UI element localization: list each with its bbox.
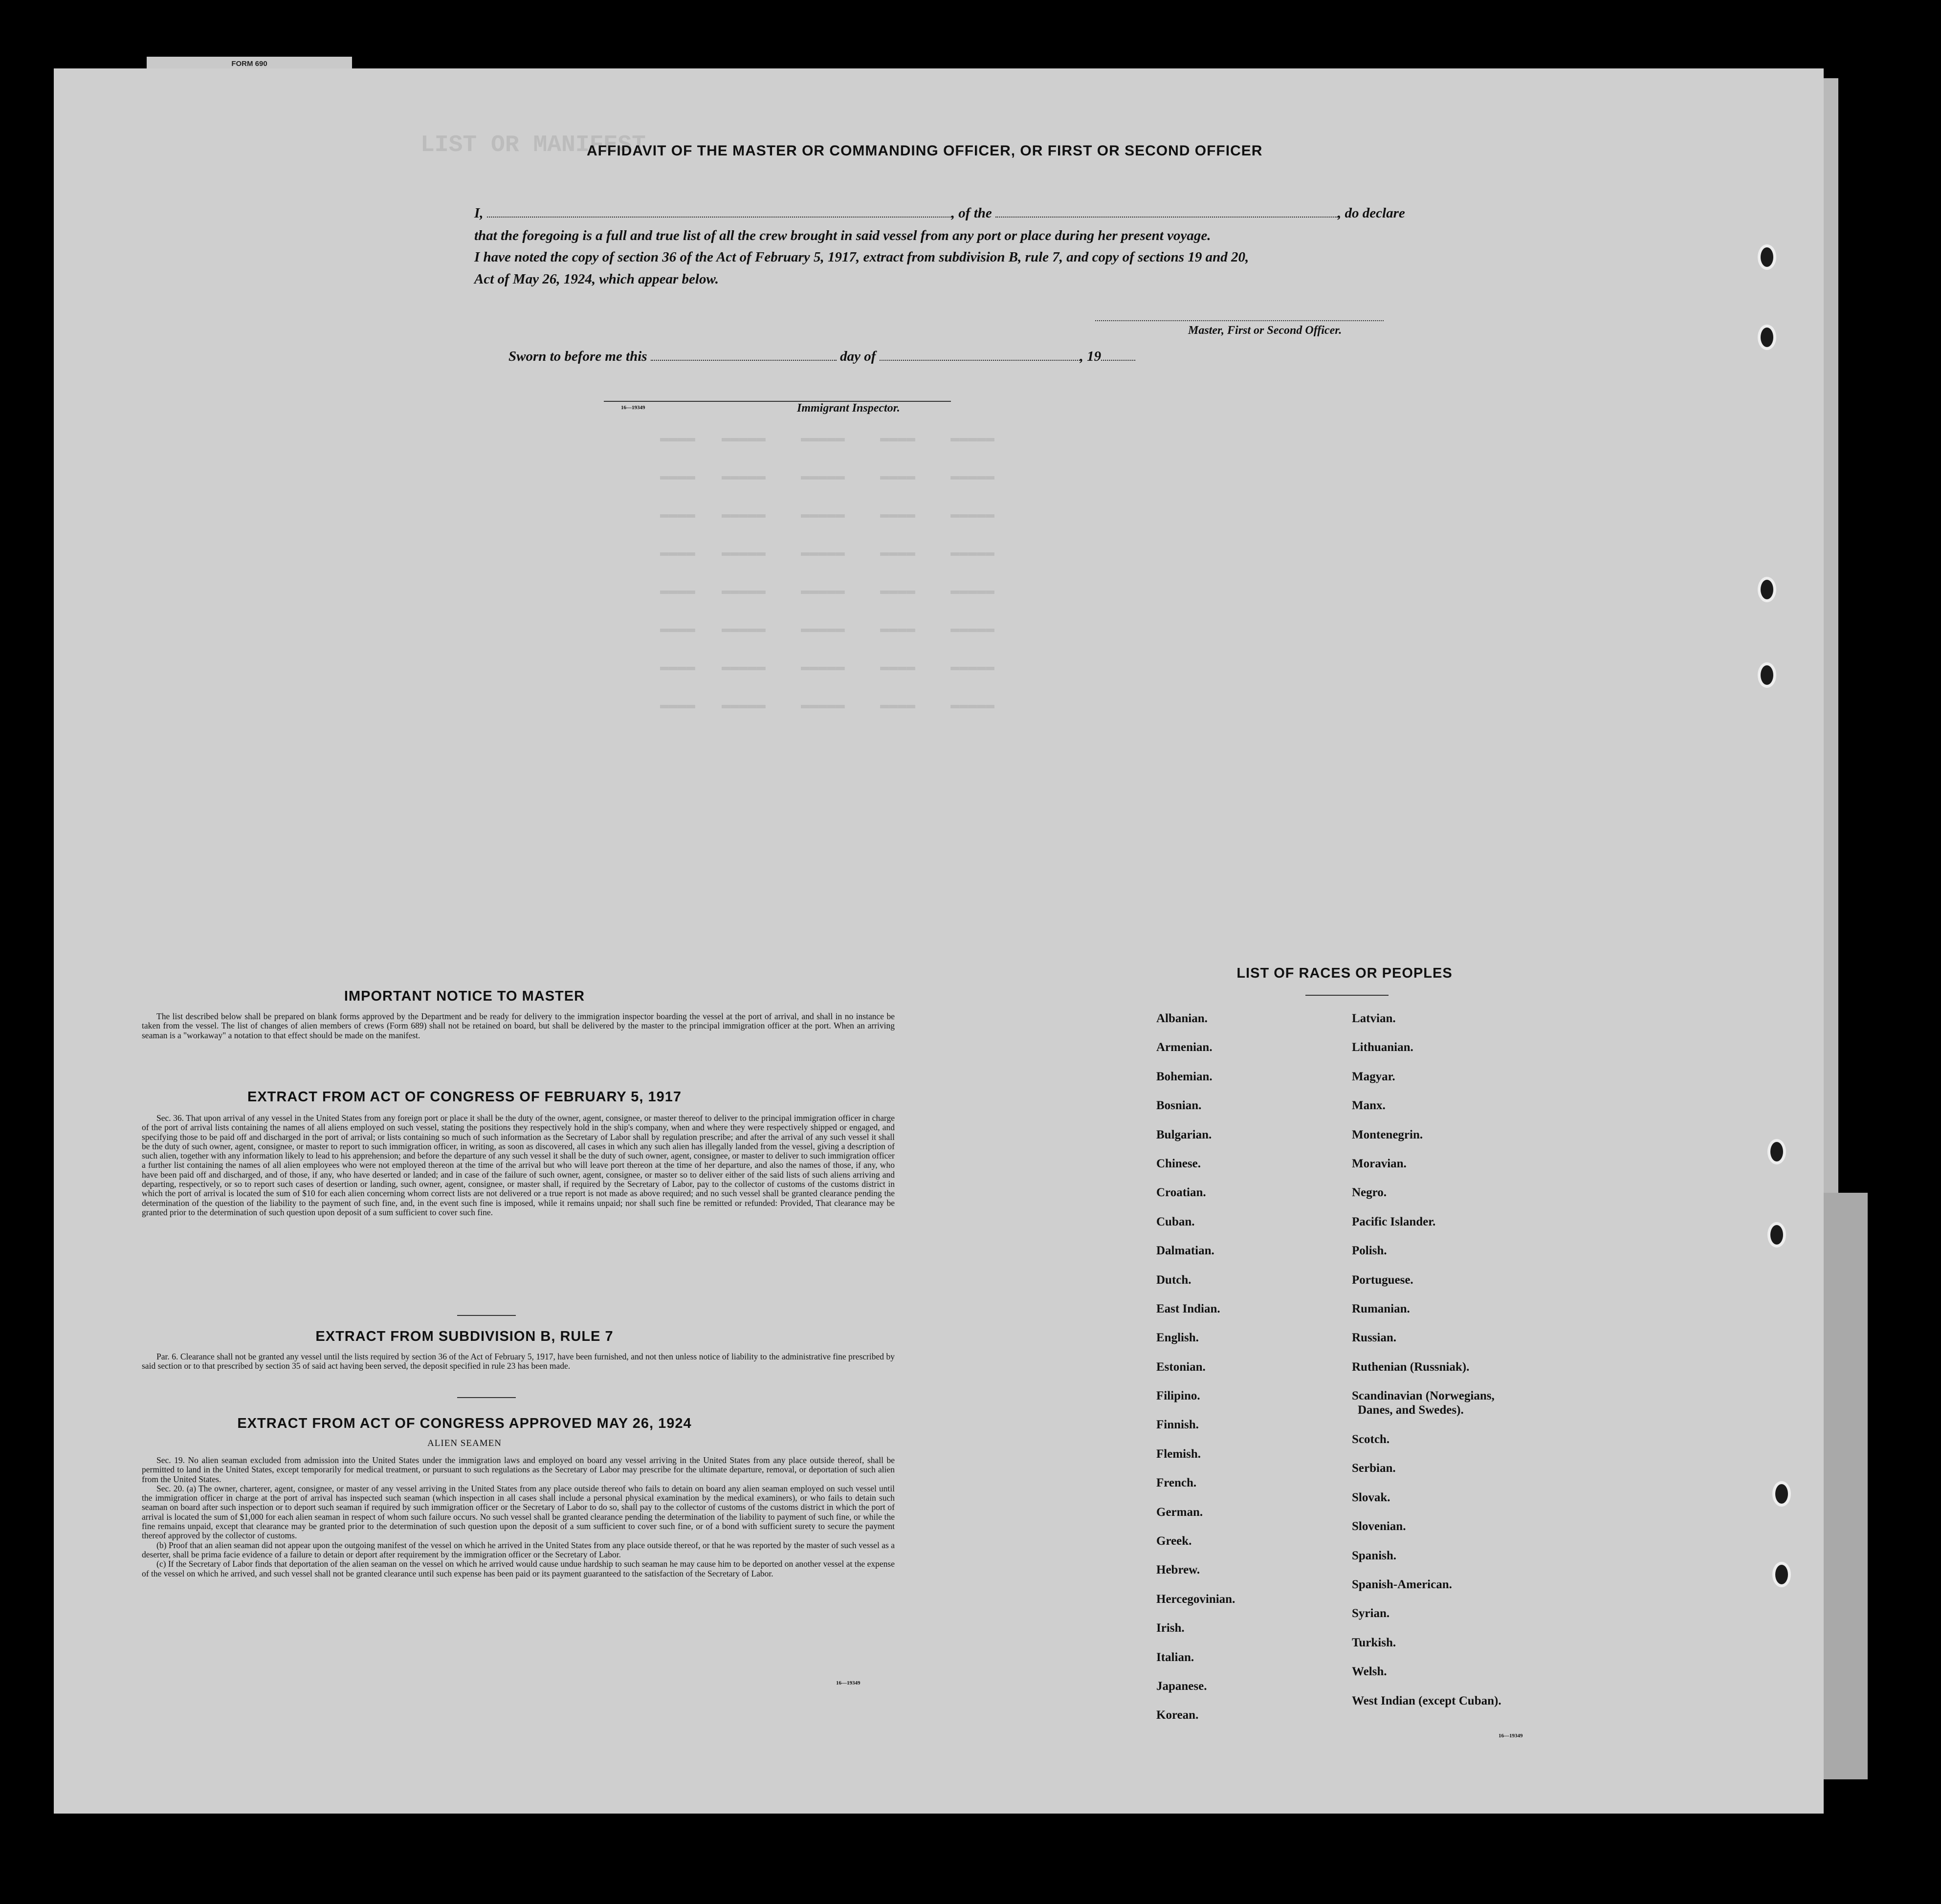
race-item: Turkish. xyxy=(1352,1636,1396,1649)
par6-paragraph: Par. 6. Clearance shall not be granted any vessel until the lists required by section 36 of the Act of February 5, 1917, have been furnished, and not then unless notice of liability to the administrative fine prescribed by said section or to that prescribed by section 35 of said act having been served, the deposit specified in rule 23 has been made. xyxy=(142,1352,895,1371)
race-item: Cuban. xyxy=(1156,1215,1195,1228)
race-item: Spanish. xyxy=(1352,1549,1397,1562)
punch-hole-icon xyxy=(1758,577,1776,602)
affidavit-line3: I have noted the copy of section 36 of the Act of February 5, 1917, extract from subdivision B, rule 7, and copy of sections 19 and 20, xyxy=(474,249,1249,265)
race-item: Latvian. xyxy=(1352,1012,1396,1025)
race-item: Scandinavian (Norwegians, xyxy=(1352,1389,1495,1403)
extract-1917-text xyxy=(142,1114,895,1217)
notice-paragraph: The list described below shall be prepared on blank forms approved by the Department and be ready for delivery to the immigration inspector boarding the vessel at the port of arrival, and shall in no instance be taken from the vessel. The list of changes of alien members of crews (Form 689) shall not be retained on board, but shall be delivered by the master to the principal immigration officer at the port. When an arriving seaman is a "workaway" a notation to that effect should be made on the manifest. xyxy=(142,1011,895,1040)
section-divider xyxy=(457,1315,516,1316)
affidavit-line4: Act of May 26, 1924, which appear below. xyxy=(474,271,719,287)
notice-text xyxy=(142,1012,895,1040)
race-item: Dutch. xyxy=(1156,1273,1191,1287)
race-item: Armenian. xyxy=(1156,1041,1213,1054)
race-item: Greek. xyxy=(1156,1534,1192,1548)
sworn-day-blank[interactable] xyxy=(651,351,837,361)
race-item: Syrian. xyxy=(1352,1607,1390,1620)
master-signature-label: Master, First or Second Officer. xyxy=(1188,324,1342,337)
race-item: Japanese. xyxy=(1156,1679,1207,1693)
race-item: West Indian (except Cuban). xyxy=(1352,1694,1501,1707)
race-item: Negro. xyxy=(1352,1186,1387,1200)
affidavit-line1 xyxy=(474,205,1405,221)
bleed-through-rows: ▬▬▬▬ ▬▬▬▬▬ ▬▬▬▬▬ ▬▬▬▬ ▬▬▬▬▬ ▬▬▬▬ ▬▬▬▬▬ ▬▬▬▬▬ ▬▬▬▬ ▬▬▬▬▬ ▬▬▬▬ ▬▬▬▬▬ ▬▬▬▬▬ ▬▬▬▬ ▬▬▬▬▬ ▬▬▬▬ ▬▬▬▬▬ ▬▬▬▬▬ ▬▬▬▬ ▬▬▬▬▬ ▬▬▬▬ ▬▬▬▬▬ ▬▬▬▬▬ ▬▬▬▬ ▬▬▬▬▬ ▬▬▬▬ ▬▬▬▬▬ ▬▬▬▬▬ ▬▬▬▬ ▬▬▬▬▬ ▬▬▬▬ ▬▬▬▬▬ ▬▬▬▬▬ ▬▬▬▬ ▬▬▬▬▬ ▬▬▬▬ ▬▬▬▬▬ ▬▬▬▬▬ ▬▬▬▬ ▬▬▬▬▬ xyxy=(660,430,995,714)
punch-hole-icon xyxy=(1772,1481,1791,1507)
race-item: German. xyxy=(1156,1505,1203,1519)
sworn-label: Sworn to before me this xyxy=(508,349,647,364)
races-column-1 xyxy=(1156,1012,1235,1738)
of-the-label: , of the xyxy=(951,205,992,221)
sec36-paragraph: Sec. 36. That upon arrival of any vessel in the United States from any foreign port or place it shall be the duty of the owner, agent, consignee, or master thereof to deliver to the principal immigration officer in charge of the port of arrival lists containing the names of all aliens employed on such vessel, stating the positions they respectively hold in the ship's company, when and where they were respectively shipped or engaged, and specifying those to be paid off and discharged in the port of arrival; or lists containing so much of such information as the Secretary of Labor shall by regulation prescribe; and after the arrival of any such vessel it shall be the duty of such owner, agent, consignee, or master to report to such immigration officer, in writing, as soon as discovered, all cases in which any such alien has illegally landed from the vessel, giving a description of such alien, together with any information likely to lead to his apprehension; and before the departure of any such vessel it shall be the duty of such owner, agent, consignee, or master to deliver to such immigration officer a further list containing the names of all alien employees who were not employed thereon at the time of the arrival but who will leave port thereon at the time of her departure, and also the names of those, if any, who have been paid off and discharged, and of those, if any, who have deserted or landed; and in case of the failure of such owner, agent, consignee, or master so to deliver either of the said lists of such aliens arriving and departing, respectively, or so to report such cases of desertion or landing, such owner, agent, consignee, or master shall, if required by the Secretary of Labor, pay to the collector of customs of the customs district in which the port of arrival is located the sum of $10 for each alien concerning whom correct lists are not delivered or a true report is not made as above required; and no such vessel shall be granted clearance pending the determination of the question of the liability to the payment of such fine, and, in the event such fine is imposed, while it remains unpaid; nor shall such fine be remitted or refunded: Provided, That clearance may be granted prior to the determination of such question upon deposit of a sum sufficient to cover such fine. xyxy=(142,1113,895,1217)
race-item: Montenegrin. xyxy=(1352,1128,1423,1141)
race-item: Magyar. xyxy=(1352,1070,1395,1083)
punch-hole-icon xyxy=(1758,662,1776,688)
extract-1924-heading: EXTRACT FROM ACT OF CONGRESS APPROVED MAY 26, 1924 xyxy=(237,1416,692,1431)
vessel-blank[interactable] xyxy=(995,208,1338,218)
race-item: Flemish. xyxy=(1156,1447,1201,1461)
race-item: Filipino. xyxy=(1156,1389,1200,1403)
race-item: Korean. xyxy=(1156,1708,1199,1722)
races-column-2 xyxy=(1352,1012,1501,1723)
race-item: Moravian. xyxy=(1352,1157,1407,1170)
punch-hole-icon xyxy=(1758,325,1776,350)
race-item: Serbian. xyxy=(1352,1462,1396,1475)
notice-heading: IMPORTANT NOTICE TO MASTER xyxy=(344,988,585,1004)
race-item: Portuguese. xyxy=(1352,1273,1413,1287)
punch-hole-icon xyxy=(1772,1562,1791,1587)
race-item: Croatian. xyxy=(1156,1186,1206,1200)
races-form-code: 16—19349 xyxy=(1499,1733,1523,1739)
race-item: Estonian. xyxy=(1156,1360,1206,1374)
races-heading-rule xyxy=(1305,995,1389,996)
race-item: Hercegovinian. xyxy=(1156,1592,1235,1606)
i-label: I, xyxy=(474,205,484,221)
name-blank[interactable] xyxy=(487,208,951,218)
race-item: Ruthenian (Russniak). xyxy=(1352,1360,1470,1374)
extract-1924-text xyxy=(142,1456,895,1578)
race-item: Russian. xyxy=(1352,1331,1397,1345)
sworn-year-blank[interactable] xyxy=(1101,351,1135,361)
punch-hole-icon xyxy=(1767,1139,1786,1164)
sworn-month-blank[interactable] xyxy=(880,351,1080,361)
race-item: Rumanian. xyxy=(1352,1302,1410,1315)
race-item: Welsh. xyxy=(1352,1665,1387,1679)
race-item: Hebrew. xyxy=(1156,1563,1200,1577)
sec19-paragraph: Sec. 19. No alien seaman excluded from admission into the United States under the immigration laws and employed on board any vessel arriving in the United States from any place outside thereof, shall be permitted to land in the United States, except temporarily for medical treatment, or pursuant to such regulations as the Secretary of Labor may prescribe for the ultimate departure, removal, or deportation of such alien from the United States. xyxy=(142,1455,895,1484)
race-item: Slovenian. xyxy=(1352,1520,1406,1533)
race-item: Irish. xyxy=(1156,1621,1185,1635)
race-item: Pacific Islander. xyxy=(1352,1215,1436,1228)
punch-hole-icon xyxy=(1767,1222,1786,1247)
race-item: Spanish-American. xyxy=(1352,1578,1452,1592)
bleed-through-title: LIST OR MANIFEST xyxy=(420,132,646,158)
form-number: FORM 690 xyxy=(231,60,267,68)
race-item: Scotch. xyxy=(1352,1433,1390,1446)
race-item: Italian. xyxy=(1156,1650,1194,1664)
race-item: Manx. xyxy=(1352,1099,1386,1113)
race-item: East Indian. xyxy=(1156,1302,1220,1315)
races-heading: LIST OF RACES OR PEOPLES xyxy=(1236,965,1453,981)
sec20a-paragraph: Sec. 20. (a) The owner, charterer, agent, consignee, or master of any vessel arriving in the United States from any place outside thereof who fails to detain on board any alien seaman employed on such vessel until the immigration officer in charge at the port of arrival has inspected such seaman (which inspection in all cases shall include a personal physical examination by the medical examiners), or who fails to detain such seaman on board after such inspection or to deport such seaman if required by such immigration officer or the Secretary of Labor to do so, shall pay to the collector of customs of the customs district in which the port of arrival is located the sum of $1,000 for each alien seaman in respect of whom such failure occurs. No such vessel shall be granted clearance pending the determination of the liability to payment of such fine, or while the fine remains unpaid, except that clearance may be granted prior to the determination of such question upon the deposit of a sum sufficient to cover such fine, or of a bond with sufficient surety to secure the payment thereof approved by the collector of customs. xyxy=(142,1483,895,1541)
inspector-label: Immigrant Inspector. xyxy=(797,402,900,415)
extract-form-code: 16—19349 xyxy=(836,1680,860,1686)
affidavit-heading: AFFIDAVIT OF THE MASTER OR COMMANDING OFFICER, OR FIRST OR SECOND OFFICER xyxy=(587,143,1263,159)
affidavit-form-code: 16—19349 xyxy=(621,405,645,411)
day-of-label: day of xyxy=(840,349,876,364)
race-item: Finnish. xyxy=(1156,1418,1199,1432)
punch-hole-icon xyxy=(1758,244,1776,270)
affidavit-line2: that the foregoing is a full and true list of all the crew brought in said vessel from any port or place during her present voyage. xyxy=(474,228,1211,243)
race-item: English. xyxy=(1156,1331,1199,1345)
race-item: Chinese. xyxy=(1156,1157,1201,1170)
race-item: Lithuanian. xyxy=(1352,1041,1413,1054)
section-divider xyxy=(457,1397,516,1398)
race-item: Bulgarian. xyxy=(1156,1128,1212,1141)
race-item: Bohemian. xyxy=(1156,1070,1213,1083)
extract-1917-heading: EXTRACT FROM ACT OF CONGRESS OF FEBRUARY 5, 1917 xyxy=(247,1089,682,1105)
sec20c-paragraph: (c) If the Secretary of Labor finds that deportation of the alien seaman on the vessel on which he arrived would cause undue hardship to such seaman he may cause him to be deported on another vessel at the expense of the vessel on which he arrived, and such vessel shall not be granted clearance until such expense has been paid or its payment guaranteed to the satisfaction of the Secretary of Labor. xyxy=(142,1559,895,1578)
sec20b-paragraph: (b) Proof that an alien seaman did not appear upon the outgoing manifest of the vessel on which he arrived in the United States from any place outside thereof, or that he was reported by the master of such vessel as a deserter, shall be prima facie evidence of a failure to detain or deport after requirement by the immigration officer or the Secretary of Labor. xyxy=(142,1540,895,1559)
race-item: Dalmatian. xyxy=(1156,1244,1214,1258)
race-item: Danes, and Swedes). xyxy=(1358,1403,1464,1417)
race-item: French. xyxy=(1156,1476,1197,1490)
sworn-line xyxy=(508,349,1135,365)
alien-seamen-subheading: ALIEN SEAMEN xyxy=(427,1438,502,1448)
race-item: Albanian. xyxy=(1156,1012,1208,1025)
master-signature-line[interactable] xyxy=(1095,320,1384,321)
race-item: Slovak. xyxy=(1352,1490,1390,1504)
subdivision-heading: EXTRACT FROM SUBDIVISION B, RULE 7 xyxy=(315,1329,614,1344)
year-label: , 19 xyxy=(1080,349,1102,364)
subdivision-text xyxy=(142,1352,895,1371)
race-item: Bosnian. xyxy=(1156,1099,1202,1113)
do-declare-label: , do declare xyxy=(1338,205,1405,221)
race-item: Polish. xyxy=(1352,1244,1387,1258)
